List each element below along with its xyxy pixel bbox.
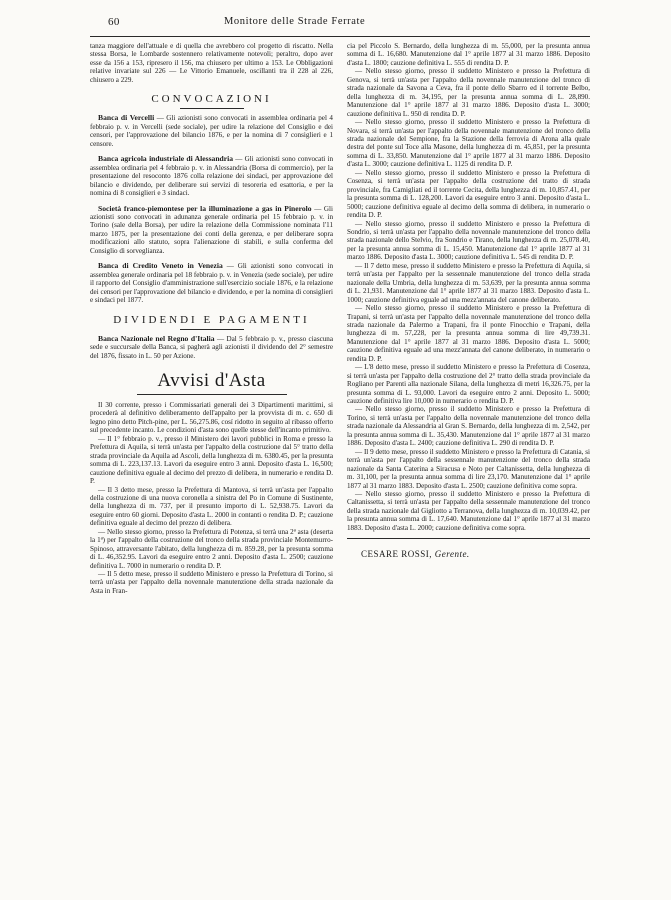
list-item: — Il 1° febbraio p. v., presso il Ministero dei lavori pubblici in Roma e presso la Prefettura di Aquila, si terrà un'asta per l'appalto della costruzione dal 5° tratto della strada provinciale da Aquila ad Ascoli, della lunghezza di m. 6380.45, per la presunta somma di L. 223,137.13. Lavori da eseguire entro 3 anni. Deposito d'asta L. 16,500; cauzione definitiva eguale al decimo del prezzo di delibera, in numerario e rendita D. P. (90, 434, 333, 486)
entry-text: — Gli azionisti sono convocati in assemblea ordinaria pel 4 febbraio p. v. in Vercelli (sede sociale), per udire la relazione del Consiglio e dei censori, per l'approvazione del bilancio 1876, e per la nomina di 7 consiglieri e 1 censore. (90, 114, 333, 148)
signature-rule (347, 538, 590, 539)
list-item: — Il 5 detto mese, presso il suddetto Ministero e presso la Prefettura di Torino, si terrà un'asta per l'appalto della novennale manutenzione della strada nazionale da Asta in Fran- (90, 570, 333, 595)
publication-title: Monitore delle Strade Ferrate (224, 16, 366, 27)
entry-name: Società franco-piemontese per la illuminazione a gas in Pinerolo (98, 203, 312, 213)
right-column (347, 42, 590, 842)
signature-name: CESARE ROSSI (361, 549, 430, 560)
entry-name: Banca Nazionale nel Regno d'Italia (98, 333, 215, 343)
list-item: — Nello stesso giorno, presso il suddetto Ministero e presso la Prefettura di Trapani, si terrà un'asta per l'appalto della novennale manutenzione del tronco della strada nazionale da Palermo a Trapani, fra il ponte Finocchio e Trapani, della lunghezza di m. 57,228, per la presunta annua somma di lire 49,739.31. Manutenzione dal 1° aprile 1877 al 31 marzo 1886. Deposito d'asta L. 5000; cauzione definitiva eguale ad una mezz'annata del canone deliberato, in numerario o rendita D. P. (347, 304, 590, 363)
signature-role: Gerente. (434, 549, 470, 560)
list-item: — Il 9 detto mese, presso il suddetto Ministero e presso la Prefettura di Catania, si terrà un'asta per l'appalto della sessennale manutenzione del tronco della strada nazionale da Santa Caterina a Siracusa e Noto per Caltanissetta, della lunghezza di m. 31,100, per la presunta annua somma di lire 23,170. Manutenzione dal 1° aprile 1877 al 31 marzo 1883. Deposito d'asta L. 2500; cauzione definitiva come sopra. (347, 447, 590, 490)
auctions-banner-title: Avvisi d'Asta (157, 369, 266, 391)
list-item: — L'8 detto mese, presso il suddetto Ministero e presso la Prefettura di Cosenza, si terrà un'asta per l'appalto della costruzione del 2° tratto della strada provinciale da Rogliano per Parenti alla nazionale Silana, della lunghezza di metri 16,326.75, per la presunta somma di L. 93,000. Lavori da eseguire entro 2 anni. Deposito L. 5000; cauzione definitiva lire 10,000 in numerario o rendita D. P. (347, 363, 590, 406)
list-item (90, 262, 333, 304)
list-item: — Il 3 detto mese, presso la Prefettura di Mantova, si terrà un'asta per l'appalto della costruzione di una nuova coronella a sinistra del Po in Comune di Sustinente, della lunghezza di m. 737, per il presunto importo di L. 52,938.75. Lavori da eseguire entro 60 giorni. Deposito d'asta L. 2000 in contanti o rendita D. P.; cauzione definitiva eguale al decimo del prezzo di delibera. (90, 485, 333, 528)
list-item: — Nello stesso giorno, presso il suddetto Ministero e presso la Prefettura di Caltanissetta, si terrà un'asta per l'appalto della sessennale manutenzione del tronco della strada nazionale dal Gigliotto a Terranova, della lunghezza di m. 10,039.42, per la presunta annua somma di L. 17,640. Manutenzione dal 1° aprile 1877 al 31 marzo 1883. Deposito d'asta L. 2000; cauzione definitiva come sopra. (347, 490, 590, 532)
list-item (90, 114, 333, 148)
signature-block: CESARE ROSSI, Gerente. (361, 549, 470, 560)
page-content-area (74, 14, 604, 854)
section-heading-convocazioni: CONVOCAZIONI (151, 93, 272, 106)
list-item: — Il 7 detto mese, presso il suddetto Ministero e presso la Prefettura di Aquila, si terrà un'asta per l'appalto per la sessennale manutenzione del tronco della strada nazionale della Umbria, della lunghezza di m. 53,639, per la presunta annua somma di L. 21,931. Manutenzione dal 1° aprile 1877 al 31 marzo 1883. Deposito d'asta L. 1000; cauzione definitiva eguale ad una mezz'annata del canone deliberato. (347, 261, 590, 304)
banner-rule (137, 394, 287, 395)
entry-text: — Gli azionisti sono convocati in assemblea ordinaria pel 4 febbraio p. v. in Alessandria (Borsa di commercio), per la presentazione del resoconto 1876 colla relazione dei sindaci, per approvazione del bilancio e dividendo, per deliberare sui servizi di tesoreria ed esattoria, e per la nomina di 8 consiglieri e 3 sindaci. (90, 155, 333, 197)
list-item: — Nello stesso giorno, presso il suddetto Ministero e presso la Prefettura di Sondrio, si terrà un'asta per l'appalto della novennale manutenzione del tronco della strada nazionale dello Stelvio, fra Sondrio e Tirano, della lunghezza di m. 25,078.40, per la presunta annua somma di L. 15,450. Manutenzione dal 1° aprile 1877 al 31 marzo 1886. Deposito d'asta L. 3000; cauzione definitiva L. 545 di rendita D. P. (347, 219, 590, 262)
entry-name: Banca agricola industriale di Alessandria (98, 154, 234, 164)
entry-text: — Gli azionisti sono convocati in assemblea generale ordinaria pel 18 febbraio p. v. in Venezia (sede sociale), per udire il rapporto del Consiglio d'amministrazione sull'esercizio sociale 1876, e la relazione dei censori per l'approvazione del bilancio e dividendo, e per la nomina di consiglieri e sindaci pel 1877. (90, 262, 333, 305)
list-item (90, 335, 333, 360)
list-item: — Nello stesso giorno, presso il suddetto Ministero e presso la Prefettura di Novara, si terrà un'asta per l'appalto della novennale manutenzione del tronco della strada nazionale del Sempione, fra la Stazione della ferrovia di Arona alla quale destra del ponte sul Toce alla Masone, della lunghezza di m. 45,851, per la presunta somma di L. 33,850. Manutenzione dal 1° aprile 1877 al 31 marzo 1886. Deposito d'asta L. 3000; cauzione definitiva L. 1125 di rendita D. P. (347, 118, 590, 169)
section-rule (180, 108, 244, 109)
page-number: 60 (108, 16, 120, 28)
section-heading-dividendi: DIVIDENDI E PAGAMENTI (113, 313, 310, 326)
section-rule (180, 329, 244, 330)
list-item: — Nello stesso giorno, presso il suddetto Ministero e presso la Prefettura di Genova, si terrà un'asta per l'appalto della novennale manutenzione del tronco di strada nazionale da Savona a Ceva, fra il ponte dello Sbarro ed il torrente Belbo, della lunghezza di m. 34,195, per la presunta annua somma di L. 28,890. Manutenzione dal 1° aprile 1877 al 31 marzo 1886. Deposito d'asta L. 3000; cauzione definitiva L. 950 di rendita D. P. (347, 67, 590, 118)
header-rule (90, 36, 590, 37)
auction-intro-paragraph: Il 30 corrente, presso i Commissariati generali dei 3 Dipartimenti marittimi, si procederà al definitivo deliberamento dell'appalto per la provvista di m. c. 650 di legno pino detto Pitch-pine, per L. 56,275.86, cosí ridotto in seguito al ribasso offerto sul precedente incanto. Le condizioni d'asta sono quelle stesse dell'incanto primitivo. (90, 400, 333, 435)
list-item: cia pel Piccolo S. Bernardo, della lunghezza di m. 55,000, per la presunta annua somma di L. 16,680. Manutenzione dal 1° aprile 1877 al 31 marzo 1886. Deposito d'asta L. 1800; cauzione definitiva L. 555 di rendita D. P. (347, 42, 590, 67)
list-item (90, 155, 333, 197)
list-item: — Nello stesso giorno, presso il suddetto Ministero e presso la Prefettura di Cosenza, si terrà un'asta per l'appalto della costruzione del tratto di strada provinciale, fra Camigliati ed il torrente Cecita, della lunghezza di m. 10,857.41, per la presunta somma di L. 128,200. Lavori da eseguire entro 3 anni. Deposito d'asta L. 5000; cauzione definitiva eguale al decimo della somma di delibera, in numerario o rendita D. P. (347, 168, 590, 220)
list-item: — Nello stesso giorno, presso la Prefettura di Potenza, si terrà una 2ª asta (deserta la 1ª) per l'appalto della costruzione del tronco della strada provinciale Montemurro-Spinoso, attraversante l'abitato, della lunghezza di m. 859.28, per la presunta somma di L. 46,352.95. Lavori da eseguire entro 2 anni. Deposito d'asta L. 2500; cauzione definitiva L. 7000 in numerario o rendita D. P. (90, 527, 333, 570)
list-item (90, 205, 333, 256)
running-header (74, 14, 604, 34)
entry-text: — Gli azionisti sono convocati in adunanza generale ordinaria pel 15 febbraio p. v. in Torino (sale della Borsa), per udire la relazione della Commissione nominata l'11 marzo 1875, per la presentazione dei conti della gerenza, e per deliberare sopra modificazioni allo statuto, sopra l'alienazione di stabili, e sulla conferma del Consiglio di sorveglianza. (90, 204, 333, 255)
entry-name: Banca di Credito Veneto in Venezia (98, 261, 223, 271)
auctions-banner (90, 370, 333, 392)
two-column-body (90, 42, 590, 842)
left-column (90, 42, 333, 842)
entry-text: — Dal 5 febbraio p. v., presso ciascuna sede e succursale della Banca, si pagherà agli azionisti il dividendo del 2° semestre del 1876, fissato in L. 50 per Azione. (90, 334, 333, 360)
entry-name: Banca di Vercelli (98, 113, 155, 123)
list-item: — Nello stesso giorno, presso il suddetto Ministero e presso la Prefettura di Torino, si terrà un'asta per l'appalto della novennale manutenzione del tronco della strada nazionale da Alessandria al Gran S. Bernardo, della lunghezza di m. 2,542, per la presunta annua somma di L. 35,430. Manutenzione dal 1° aprile 1877 al 31 marzo 1886. Deposito d'asta L. 2400; cauzione definitiva L. 290 di rendita D. P. (347, 405, 590, 448)
intro-paragraph: tanza maggiore dell'attuale e di quella che avrebbero col progetto di riscatto. Nella stessa Borsa, le Lombarde sostennero relativamente notevoli; peraltro, dopo aver esse da 156 a 153, ripresero il 156, ma chiusero per ultimo a 153. Le Obbligazioni relative invariate sul 226 — Le Vittorio Emanuele, oscillanti tra il 228 al 226, chiusero a 229. (90, 42, 333, 84)
